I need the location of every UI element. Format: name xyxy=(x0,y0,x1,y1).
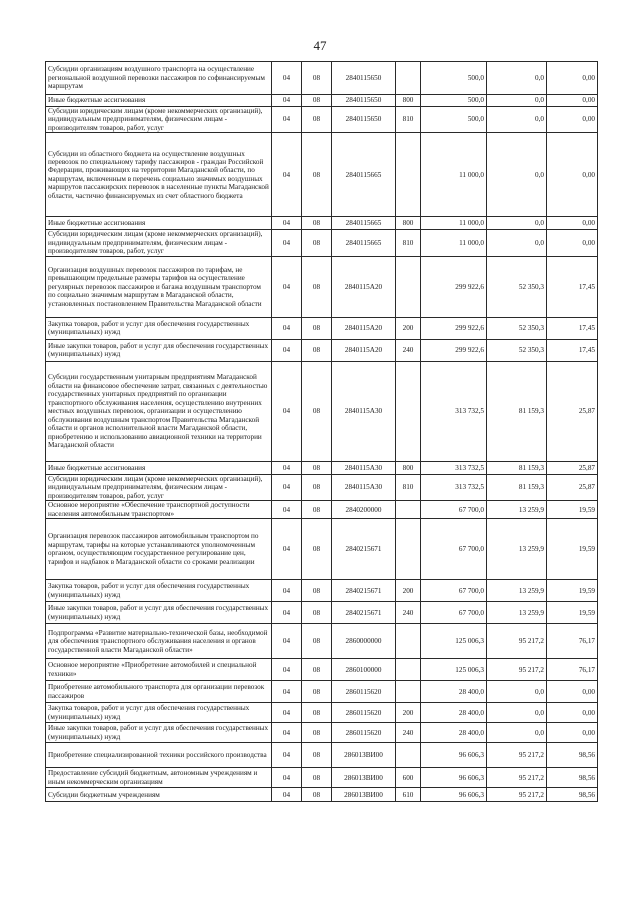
row-expense-type xyxy=(396,624,421,659)
row-name: Субсидии государственным унитарным предприятиям Магаданской области на финансовое обеспечение затрат, связанных с деятельностью государственных унитарных предприятий по организации транспортного обслуживания населения, осуществлению внутренних местных воздушных перевозок, организации и осуществлению обслуживания воздушным транспортом Правительства Магаданской области и органов исполнительной власти Магаданской области, приобретению и использованию авиационной техники на территории Магаданской области xyxy=(46,361,272,461)
row-percent: 98,56 xyxy=(547,788,598,802)
row-section: 04 xyxy=(272,217,302,230)
row-target-article: 2840115650 xyxy=(332,62,396,95)
row-percent: 25,87 xyxy=(547,361,598,461)
row-subsection: 08 xyxy=(302,62,332,95)
table-row xyxy=(46,107,598,133)
row-plan-amount: 500,0 xyxy=(421,62,487,95)
row-name: Иные бюджетные ассигнования xyxy=(46,461,272,474)
row-executed-amount: 52 350,3 xyxy=(487,256,547,317)
row-name: Основное мероприятие «Приобретение автомобилей и специальной техники» xyxy=(46,659,272,681)
row-percent: 19,59 xyxy=(547,602,598,624)
row-target-article: 2840215671 xyxy=(332,519,396,580)
row-section: 04 xyxy=(272,107,302,133)
row-executed-amount: 13 259,9 xyxy=(487,501,547,519)
row-section: 04 xyxy=(272,703,302,723)
row-expense-type: 200 xyxy=(396,317,421,339)
row-target-article: 2840200000 xyxy=(332,501,396,519)
row-plan-amount: 313 732,5 xyxy=(421,361,487,461)
row-section: 04 xyxy=(272,133,302,217)
table-row xyxy=(46,743,598,768)
row-executed-amount: 0,0 xyxy=(487,107,547,133)
row-subsection: 08 xyxy=(302,580,332,602)
table-row xyxy=(46,768,598,788)
table-row xyxy=(46,361,598,461)
row-executed-amount: 95 217,2 xyxy=(487,659,547,681)
page-number: 47 xyxy=(313,38,327,53)
row-section: 04 xyxy=(272,256,302,317)
row-executed-amount: 0,0 xyxy=(487,95,547,107)
table-row xyxy=(46,474,598,500)
row-subsection: 08 xyxy=(302,788,332,802)
row-executed-amount: 52 350,3 xyxy=(487,317,547,339)
row-subsection: 08 xyxy=(302,256,332,317)
row-section: 04 xyxy=(272,317,302,339)
table-row xyxy=(46,230,598,256)
row-expense-type: 810 xyxy=(396,230,421,256)
row-executed-amount: 0,0 xyxy=(487,681,547,703)
row-section: 04 xyxy=(272,361,302,461)
row-subsection: 08 xyxy=(302,768,332,788)
row-plan-amount: 299 922,6 xyxy=(421,256,487,317)
row-target-article: 2840215671 xyxy=(332,580,396,602)
row-expense-type: 200 xyxy=(396,580,421,602)
row-executed-amount: 0,0 xyxy=(487,62,547,95)
row-target-article: 2840115650 xyxy=(332,107,396,133)
row-percent: 19,59 xyxy=(547,519,598,580)
row-percent: 0,00 xyxy=(547,217,598,230)
row-plan-amount: 67 700,0 xyxy=(421,519,487,580)
row-target-article: 2840115A30 xyxy=(332,461,396,474)
row-subsection: 08 xyxy=(302,361,332,461)
row-executed-amount: 95 217,2 xyxy=(487,624,547,659)
row-plan-amount: 11 000,0 xyxy=(421,217,487,230)
row-name: Субсидии юридическим лицам (кроме некоммерческих организаций), индивидуальным предпринимателям, физическим лицам - производителям товаров, работ, услуг xyxy=(46,107,272,133)
row-name: Иные закупки товаров, работ и услуг для обеспечения государственных (муниципальных) нужд xyxy=(46,602,272,624)
row-plan-amount: 299 922,6 xyxy=(421,317,487,339)
row-plan-amount: 11 000,0 xyxy=(421,230,487,256)
row-name: Субсидии юридическим лицам (кроме некоммерческих организаций), индивидуальным предпринимателям, физическим лицам - производителям товаров, работ, услуг xyxy=(46,230,272,256)
row-percent: 0,00 xyxy=(547,723,598,743)
row-section: 04 xyxy=(272,602,302,624)
row-executed-amount: 95 217,2 xyxy=(487,743,547,768)
row-target-article: 2860115620 xyxy=(332,723,396,743)
row-subsection: 08 xyxy=(302,743,332,768)
row-name: Субсидии из областного бюджета на осуществление воздушных перевозок по специальному тарифу пассажиров - граждан Российской Федерации, проживающих на территории Магаданской области, по маршрутам, включенным в перечень социально значимых воздушных маршрутов пассажирских перевозок в населенные пункты Магаданской области, частично финансируемых из счет областного бюджета xyxy=(46,133,272,217)
row-plan-amount: 313 732,5 xyxy=(421,474,487,500)
row-executed-amount: 95 217,2 xyxy=(487,768,547,788)
row-percent: 25,87 xyxy=(547,461,598,474)
table-row xyxy=(46,217,598,230)
row-expense-type xyxy=(396,133,421,217)
row-percent: 0,00 xyxy=(547,62,598,95)
row-plan-amount: 500,0 xyxy=(421,95,487,107)
table-row xyxy=(46,317,598,339)
row-expense-type: 600 xyxy=(396,768,421,788)
row-target-article: 28601ЗВИ00 xyxy=(332,743,396,768)
table-row xyxy=(46,659,598,681)
row-target-article: 2840115665 xyxy=(332,230,396,256)
row-subsection: 08 xyxy=(302,217,332,230)
row-expense-type: 810 xyxy=(396,107,421,133)
row-expense-type xyxy=(396,62,421,95)
row-percent: 98,56 xyxy=(547,743,598,768)
row-plan-amount: 11 000,0 xyxy=(421,133,487,217)
row-target-article: 2840115A20 xyxy=(332,256,396,317)
row-name: Организация перевозок пассажиров автомобильным транспортом по маршрутам, тарифы на которые устанавливаются уполномоченным органом, осуществляющим государственное регулирование цен, тарифов и надбавок в Магаданской области со сроками реализации xyxy=(46,519,272,580)
row-section: 04 xyxy=(272,723,302,743)
row-executed-amount: 81 159,3 xyxy=(487,361,547,461)
row-percent: 76,17 xyxy=(547,624,598,659)
row-subsection: 08 xyxy=(302,624,332,659)
row-plan-amount: 28 400,0 xyxy=(421,723,487,743)
row-expense-type: 800 xyxy=(396,95,421,107)
row-percent: 25,87 xyxy=(547,474,598,500)
row-plan-amount: 500,0 xyxy=(421,107,487,133)
row-subsection: 08 xyxy=(302,659,332,681)
row-expense-type: 610 xyxy=(396,788,421,802)
row-expense-type: 800 xyxy=(396,461,421,474)
row-section: 04 xyxy=(272,788,302,802)
row-expense-type: 200 xyxy=(396,703,421,723)
row-executed-amount: 13 259,9 xyxy=(487,580,547,602)
row-name: Закупка товаров, работ и услуг для обеспечения государственных (муниципальных) нужд xyxy=(46,317,272,339)
row-name: Субсидии организациям воздушного транспорта на осуществление региональной воздушной перевозки пассажиров по софинансируемым маршрутам xyxy=(46,62,272,95)
table-row xyxy=(46,580,598,602)
row-expense-type: 800 xyxy=(396,217,421,230)
row-plan-amount: 96 606,3 xyxy=(421,788,487,802)
row-section: 04 xyxy=(272,519,302,580)
row-plan-amount: 28 400,0 xyxy=(421,681,487,703)
row-plan-amount: 96 606,3 xyxy=(421,743,487,768)
table-row xyxy=(46,256,598,317)
row-executed-amount: 13 259,9 xyxy=(487,602,547,624)
row-executed-amount: 95 217,2 xyxy=(487,788,547,802)
row-name: Иные бюджетные ассигнования xyxy=(46,95,272,107)
row-section: 04 xyxy=(272,624,302,659)
row-expense-type xyxy=(396,519,421,580)
row-section: 04 xyxy=(272,659,302,681)
row-expense-type: 240 xyxy=(396,339,421,361)
row-name: Закупка товаров, работ и услуг для обеспечения государственных (муниципальных) нужд xyxy=(46,580,272,602)
row-executed-amount: 0,0 xyxy=(487,723,547,743)
row-section: 04 xyxy=(272,339,302,361)
row-percent: 0,00 xyxy=(547,107,598,133)
table-row xyxy=(46,788,598,802)
table-row xyxy=(46,703,598,723)
row-section: 04 xyxy=(272,62,302,95)
table-row xyxy=(46,133,598,217)
row-name: Иные закупки товаров, работ и услуг для обеспечения государственных (муниципальных) нужд xyxy=(46,339,272,361)
row-subsection: 08 xyxy=(302,602,332,624)
row-section: 04 xyxy=(272,681,302,703)
row-subsection: 08 xyxy=(302,107,332,133)
row-subsection: 08 xyxy=(302,461,332,474)
row-executed-amount: 0,0 xyxy=(487,217,547,230)
row-name: Приобретение автомобильного транспорта для организации перевозок пассажиров xyxy=(46,681,272,703)
table-row xyxy=(46,602,598,624)
row-percent: 17,45 xyxy=(547,256,598,317)
row-section: 04 xyxy=(272,501,302,519)
row-name: Закупка товаров, работ и услуг для обеспечения государственных (муниципальных) нужд xyxy=(46,703,272,723)
row-expense-type xyxy=(396,256,421,317)
row-expense-type: 810 xyxy=(396,474,421,500)
row-section: 04 xyxy=(272,230,302,256)
row-target-article: 2860000000 xyxy=(332,624,396,659)
row-target-article: 2840115650 xyxy=(332,95,396,107)
row-subsection: 08 xyxy=(302,723,332,743)
row-name: Приобретение специализированной техники российского производства xyxy=(46,743,272,768)
row-percent: 17,45 xyxy=(547,317,598,339)
row-name: Иные закупки товаров, работ и услуг для обеспечения государственных (муниципальных) нужд xyxy=(46,723,272,743)
row-expense-type xyxy=(396,681,421,703)
row-subsection: 08 xyxy=(302,474,332,500)
row-executed-amount: 52 350,3 xyxy=(487,339,547,361)
row-name: Организация воздушных перевозок пассажиров по тарифам, не превышающим предельные размеры тарифов на осуществление регулярных перевозок пассажиров и багажа воздушным транспортом по социально значимым маршрутам в Магаданской области, установленных постановлением Правительства Магаданской области xyxy=(46,256,272,317)
row-target-article: 2840115A30 xyxy=(332,361,396,461)
row-subsection: 08 xyxy=(302,703,332,723)
row-plan-amount: 313 732,5 xyxy=(421,461,487,474)
row-name: Основное мероприятие «Обеспечение транспортной доступности населения автомобильным транспортом» xyxy=(46,501,272,519)
row-expense-type xyxy=(396,743,421,768)
row-section: 04 xyxy=(272,743,302,768)
row-expense-type: 240 xyxy=(396,602,421,624)
row-target-article: 2860115620 xyxy=(332,681,396,703)
row-name: Подпрограмма «Развитие материально-технической базы, необходимой для обеспечения транспортного обслуживания населения и органов государственной власти Магаданской области» xyxy=(46,624,272,659)
row-subsection: 08 xyxy=(302,501,332,519)
row-target-article: 2860115620 xyxy=(332,703,396,723)
row-section: 04 xyxy=(272,580,302,602)
row-plan-amount: 28 400,0 xyxy=(421,703,487,723)
table-row xyxy=(46,681,598,703)
row-target-article: 2840115665 xyxy=(332,133,396,217)
row-target-article: 28601ЗВИ00 xyxy=(332,768,396,788)
row-percent: 0,00 xyxy=(547,230,598,256)
row-name: Субсидии юридическим лицам (кроме некоммерческих организаций), индивидуальным предпринимателям, физическим лицам - производителям товаров, работ, услуг xyxy=(46,474,272,500)
table-row xyxy=(46,501,598,519)
row-executed-amount: 13 259,9 xyxy=(487,519,547,580)
row-subsection: 08 xyxy=(302,133,332,217)
table-row xyxy=(46,519,598,580)
row-section: 04 xyxy=(272,768,302,788)
row-section: 04 xyxy=(272,95,302,107)
row-expense-type: 240 xyxy=(396,723,421,743)
row-executed-amount: 0,0 xyxy=(487,133,547,217)
row-name: Субсидии бюджетным учреждениям xyxy=(46,788,272,802)
row-percent: 0,00 xyxy=(547,95,598,107)
table-row xyxy=(46,339,598,361)
row-percent: 76,17 xyxy=(547,659,598,681)
row-expense-type xyxy=(396,501,421,519)
row-target-article: 2840115A20 xyxy=(332,339,396,361)
row-percent: 17,45 xyxy=(547,339,598,361)
row-percent: 0,00 xyxy=(547,681,598,703)
row-section: 04 xyxy=(272,474,302,500)
row-executed-amount: 81 159,3 xyxy=(487,474,547,500)
row-plan-amount: 125 006,3 xyxy=(421,624,487,659)
row-plan-amount: 125 006,3 xyxy=(421,659,487,681)
row-executed-amount: 0,0 xyxy=(487,703,547,723)
row-plan-amount: 67 700,0 xyxy=(421,602,487,624)
row-subsection: 08 xyxy=(302,95,332,107)
row-percent: 98,56 xyxy=(547,768,598,788)
row-target-article: 2840215671 xyxy=(332,602,396,624)
row-subsection: 08 xyxy=(302,230,332,256)
row-plan-amount: 67 700,0 xyxy=(421,501,487,519)
row-target-article: 2840115665 xyxy=(332,217,396,230)
row-percent: 0,00 xyxy=(547,703,598,723)
row-plan-amount: 299 922,6 xyxy=(421,339,487,361)
table-row xyxy=(46,62,598,95)
budget-table xyxy=(45,61,598,802)
row-section: 04 xyxy=(272,461,302,474)
row-plan-amount: 67 700,0 xyxy=(421,580,487,602)
row-plan-amount: 96 606,3 xyxy=(421,768,487,788)
row-target-article: 28601ЗВИ00 xyxy=(332,788,396,802)
row-subsection: 08 xyxy=(302,519,332,580)
table-row xyxy=(46,461,598,474)
row-target-article: 2860100000 xyxy=(332,659,396,681)
row-target-article: 2840115A20 xyxy=(332,317,396,339)
row-percent: 0,00 xyxy=(547,133,598,217)
table-row xyxy=(46,95,598,107)
row-percent: 19,59 xyxy=(547,501,598,519)
row-name: Предоставление субсидий бюджетным, автономным учреждениям и иным некоммерческим организациям xyxy=(46,768,272,788)
row-name: Иные бюджетные ассигнования xyxy=(46,217,272,230)
row-target-article: 2840115A30 xyxy=(332,474,396,500)
row-expense-type xyxy=(396,361,421,461)
row-percent: 19,59 xyxy=(547,580,598,602)
row-subsection: 08 xyxy=(302,317,332,339)
row-executed-amount: 0,0 xyxy=(487,230,547,256)
row-subsection: 08 xyxy=(302,339,332,361)
row-subsection: 08 xyxy=(302,681,332,703)
row-expense-type xyxy=(396,659,421,681)
table-row xyxy=(46,624,598,659)
table-row xyxy=(46,723,598,743)
row-executed-amount: 81 159,3 xyxy=(487,461,547,474)
